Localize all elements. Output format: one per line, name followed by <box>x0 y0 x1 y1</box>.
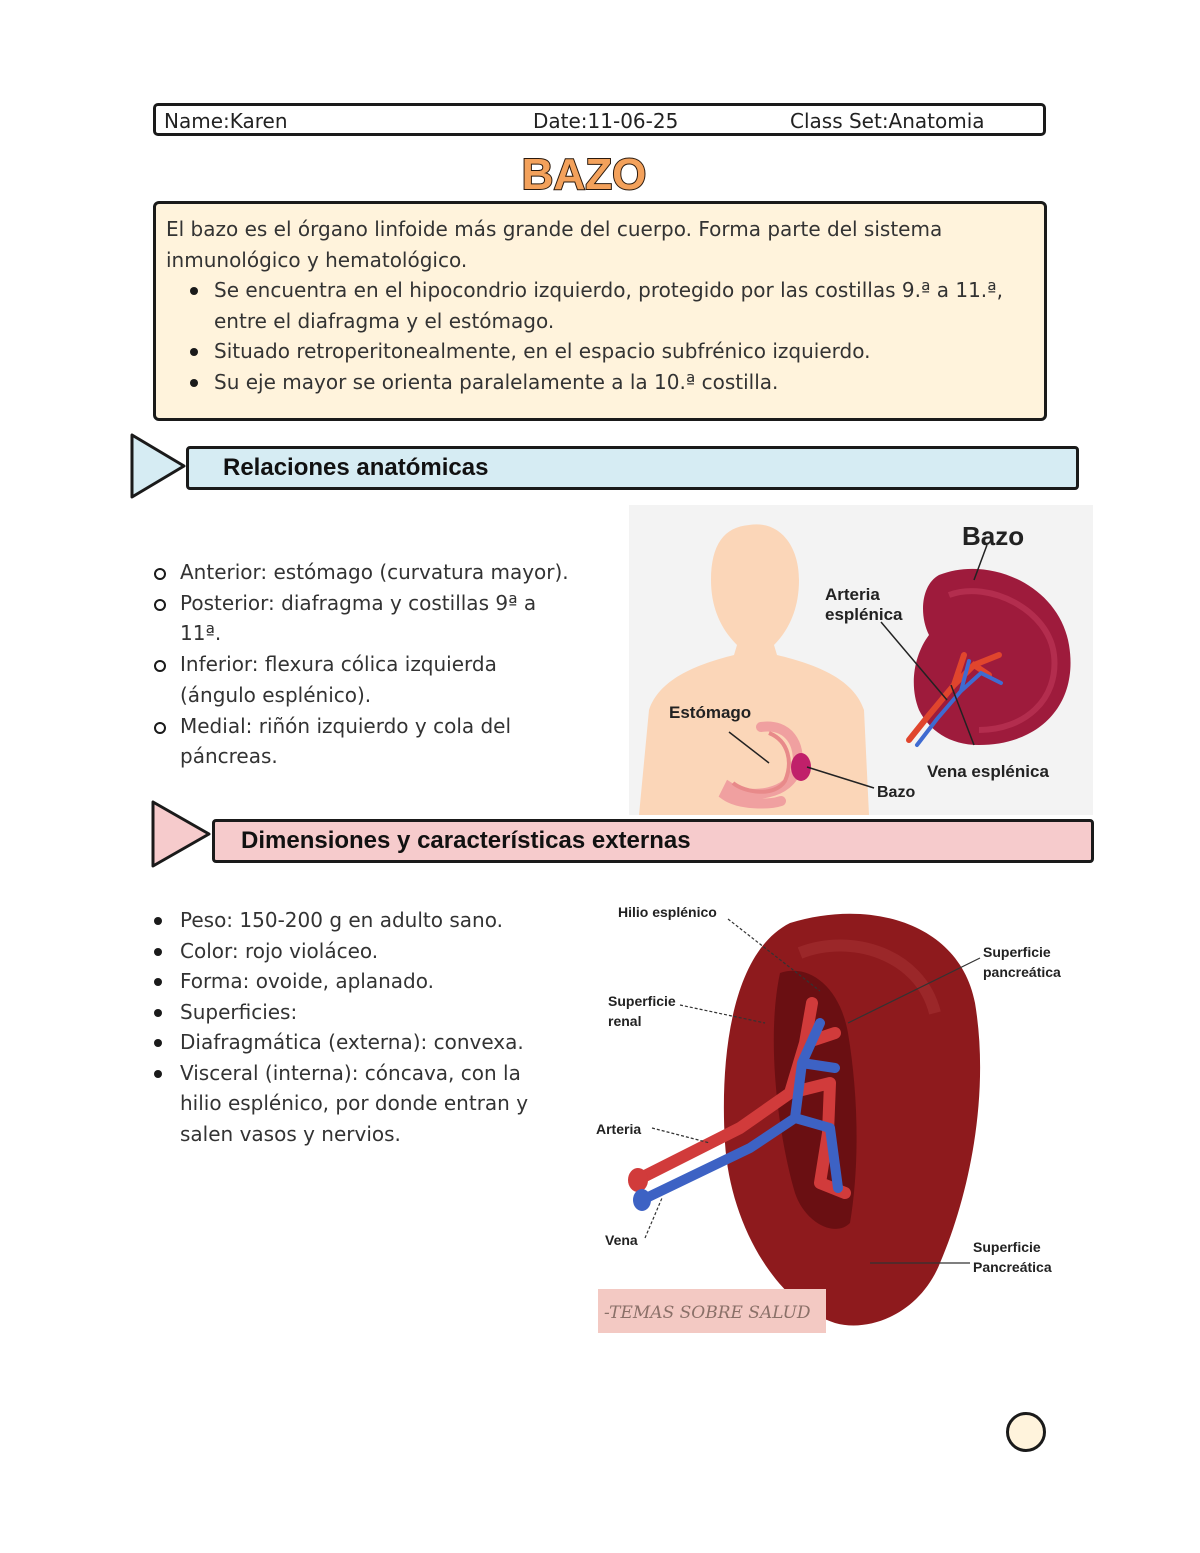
list-item: Inferior: flexura cólica izquierda (ángulo esplénico). <box>154 649 574 710</box>
list-item: Diafragmática (externa): convexa. <box>154 1027 554 1058</box>
student-name: Name:Karen <box>164 109 288 133</box>
figure2-label-renal-2: renal <box>608 1013 642 1029</box>
list-item: Se encuentra en el hipocondrio izquierdo, protegido por las costillas 9.ª a 11.ª, entre el diafragma y el estómago. <box>190 275 1034 336</box>
figure2-label-pancreatica-top-1: Superficie <box>983 944 1051 960</box>
spleen-surfaces-figure <box>590 893 1080 1338</box>
section1-title: Relaciones anatómicas <box>223 454 489 481</box>
list-item: Su eje mayor se orienta paralelamente a la 10.ª costilla. <box>190 367 1034 398</box>
figure2-label-vena: Vena <box>605 1232 638 1248</box>
section2-header <box>212 819 1094 863</box>
figure1-label-artery-2: esplénica <box>825 605 903 624</box>
figure2-label-hilio: Hilio esplénico <box>618 904 717 920</box>
list-item: Medial: riñón izquierdo y cola del páncreas. <box>154 711 574 772</box>
figure2-watermark: -TEMAS SOBRE SALUD <box>604 1303 811 1323</box>
figure1-title: Bazo <box>962 521 1025 551</box>
class-set: Class Set:Anatomia <box>790 109 985 133</box>
list-item: Forma: ovoide, aplanado. <box>154 966 554 997</box>
section1-arrow-icon <box>128 431 190 501</box>
intro-paragraph-line2: inmunológico y hematológico. <box>166 247 468 272</box>
section2-title: Dimensiones y características externas <box>241 827 691 854</box>
date: Date:11-06-25 <box>533 109 679 133</box>
intro-box <box>153 201 1047 421</box>
section1-header <box>186 446 1079 490</box>
list-item: Peso: 150-200 g en adulto sano. <box>154 905 554 936</box>
intro-list <box>190 275 1034 397</box>
list-item: Superficies: <box>154 997 554 1028</box>
list-item: Visceral (interna): cóncava, con la hilio esplénico, por donde entran y salen vasos y nervios. <box>154 1058 554 1150</box>
figure2-label-arteria: Arteria <box>596 1121 642 1137</box>
spleen-location-figure <box>629 505 1093 815</box>
header-box <box>153 103 1046 136</box>
figure2-label-pancreatica-bottom-1: Superficie <box>973 1239 1041 1255</box>
section2-arrow-icon <box>149 798 215 870</box>
list-item: Situado retroperitonealmente, en el espacio subfrénico izquierdo. <box>190 336 1034 367</box>
figure1-label-vein: Vena esplénica <box>927 762 1049 781</box>
list-item: Color: rojo violáceo. <box>154 936 554 967</box>
figure2-label-pancreatica-top-2: pancreática <box>983 964 1061 980</box>
page-title: BAZO <box>521 150 647 199</box>
figure1-label-artery-1: Arteria <box>825 585 880 604</box>
dimensions-list <box>154 905 554 1149</box>
relations-list <box>154 557 574 772</box>
page-marker-circle <box>1006 1412 1046 1452</box>
list-item: Anterior: estómago (curvatura mayor). <box>154 557 574 588</box>
intro-paragraph-line1: El bazo es el órgano linfoide más grande del cuerpo. Forma parte del sistema <box>166 217 943 241</box>
figure1-label-stomach: Estómago <box>669 703 752 722</box>
figure1-label-spleen: Bazo <box>877 784 916 801</box>
figure2-label-pancreatica-bottom-2: Pancreática <box>973 1259 1052 1275</box>
list-item: Posterior: diafragma y costillas 9ª a 11ª. <box>154 588 574 649</box>
figure2-label-renal-1: Superficie <box>608 993 676 1009</box>
